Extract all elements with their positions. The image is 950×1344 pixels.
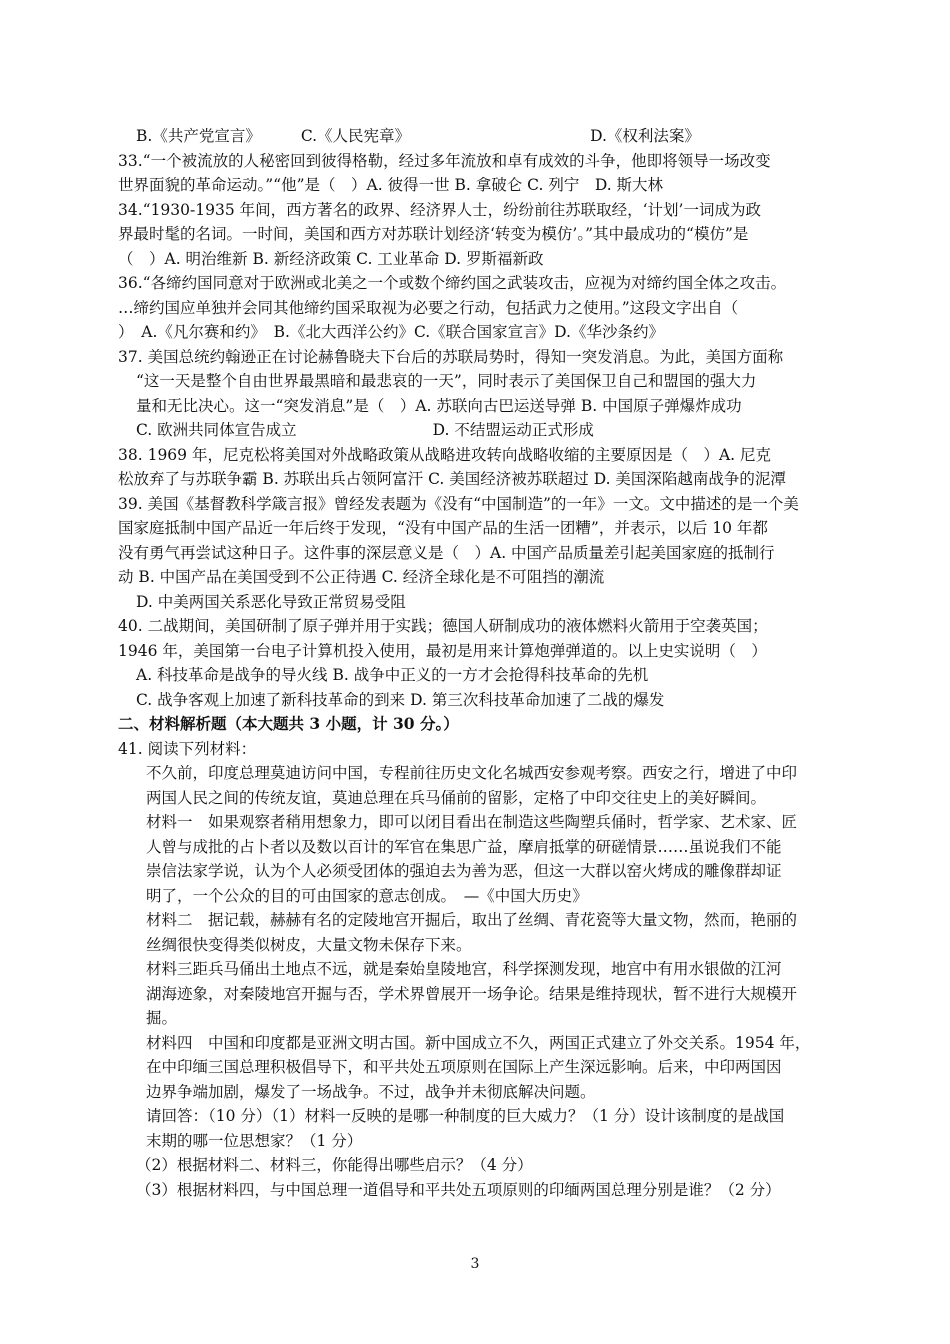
material-1-line-1: 材料一 如果观察者稍用想象力，即可以闭目看出在制造这些陶塑兵俑时，哲学家、艺术家、匠 (146, 813, 798, 831)
q37-option-d: D. 不结盟运动正式形成 (432, 421, 594, 439)
material-2-line-1: 材料二 据记载，赫赫有名的定陵地宫开掘后，取出了丝绸、青花瓷等大量文物，然而，艳丽的 (146, 911, 798, 929)
q41-intro-1: 不久前，印度总理莫迪访问中国，专程前往历史文化名城西安参观考察。西安之行，增进了中印 (146, 764, 798, 782)
material-2-line-2: 丝绸很快变得类似树皮，大量文物未保存下来。 (146, 935, 472, 954)
q39-line-1: 39. 美国《基督教科学箴言报》曾经发表题为《没有“中国制造”的一年》一文。文中描述的是一个美 (118, 494, 799, 513)
q39-line-4: 动 B. 中国产品在美国受到不公正待遇 C. 经济全球化是不可阻挡的潮流 (118, 568, 605, 586)
q34-line-2: 界最时髦的名词。一时间，美国和西方对苏联计划经济‘转变为模仿’。”其中最成功的“模仿”是 (118, 225, 749, 243)
q36-line-2: …缔约国应单独并会同其他缔约国采取视为必要之行动，包括武力之使用。”这段文字出自（ (118, 298, 739, 317)
q41-intro-2: 两国人民之间的传统友谊，莫迪总理在兵马俑前的留影，定格了中印交往史上的美好瞬间。 (146, 788, 767, 807)
q32-option-d: D.《权利法案》 (590, 127, 700, 145)
q41-question-3: （3）根据材料四，与中国总理一道倡导和平共处五项原则的印缅两国总理分别是谁？（2 分） (136, 1180, 781, 1199)
q40-line-4: C. 战争客观上加速了新科技革命的到来 D. 第三次科技革命加速了二战的爆发 (136, 690, 665, 709)
q41-question-1-cont: 末期的哪一位思想家？（1 分） (146, 1131, 363, 1150)
document-body (118, 124, 838, 1202)
section-2-title: 二、材料解析题（本大题共 3 小题，计 30 分。） (118, 714, 459, 733)
q41-heading: 41. 阅读下列材料： (118, 739, 257, 758)
q36-line-3: ） A.《凡尔赛和约》 B.《北大西洋公约》C.《联合国家宣言》D.《华沙条约》 (118, 323, 664, 341)
q37-line-1: 37. 美国总统约翰逊正在讨论赫鲁晓夫下台后的苏联局势时，得知一突发消息。为此，美国方面称 (118, 347, 784, 366)
material-4-line-3: 边界争端加剧，爆发了一场战争。不过，战争并未彻底解决问题。 (146, 1082, 596, 1101)
material-3-line-3: 掘。 (146, 1009, 178, 1027)
q39-line-3: 没有勇气再尝试这种日子。这件事的深层意义是（ ）A. 中国产品质量差引起美国家庭的抵制行 (118, 543, 775, 562)
q32-options (118, 124, 838, 149)
page-number: 3 (470, 1256, 480, 1272)
q41-question-1: 请回答：（10 分）（1）材料一反映的是哪一种制度的巨大威力？（1 分）设计该制度的是战国 (146, 1107, 785, 1125)
q39-line-5: D. 中美两国关系恶化导致正常贸易受阻 (136, 592, 406, 611)
material-1-line-2: 人曾与成批的占卜者以及数以百计的军官在集思广益，摩肩抵掌的研磋情景……虽说我们不能 (146, 837, 782, 856)
material-1-line-3: 崇信法家学说，认为个人必须受团体的强迫去为善为恶，但这一大群以窑火烤成的雕像群却证 (146, 862, 782, 880)
q34-line-1: 34.“1930-1935 年间，西方著名的政界、经济界人士，纷纷前往苏联取经，‘计划’一词成为政 (118, 200, 761, 219)
q38-line-2: 松放弃了与苏联争霸 B. 苏联出兵占领阿富汗 C. 美国经济被苏联超过 D. 美国深陷越南战争的泥潭 (118, 470, 786, 488)
material-3-line-2: 湖海迹象，对秦陵地宫开掘与否，学术界曾展开一场争论。结果是维持现状，暂不进行大规模开 (146, 984, 798, 1003)
q37-option-c: C. 欧洲共同体宣告成立 (136, 421, 297, 439)
q33-line-2: 世界面貌的革命运动。”“他”是（ ）A. 彼得一世 B. 拿破仑 C. 列宁 D. 斯大林 (118, 176, 664, 194)
material-4-line-1: 材料四 中国和印度都是亚洲文明古国。新中国成立不久，两国正式建立了外交关系。1954 年， (146, 1033, 811, 1052)
material-3-line-1: 材料三距兵马俑出土地点不远，就是秦始皇陵地宫，科学探测发现，地宫中有用水银做的江河 (146, 960, 782, 978)
q32-option-c: C.《人民宪章》 (300, 127, 411, 145)
q37-line-3: 量和无比决心。这一“突发消息”是（ ）A. 苏联向古巴运送导弹 B. 中国原子弹爆炸成功 (136, 396, 742, 415)
q38-line-1: 38. 1969 年，尼克松将美国对外战略政策从战略进攻转向战略收缩的主要原因是（ ）A. 尼克 (118, 445, 772, 464)
q39-line-2: 国家庭抵制中国产品近一年后终于发现，“没有中国产品的生活一团糟”，并表示，以后 10 年都 (118, 519, 768, 537)
q40-line-2: 1946 年，美国第一台电子计算机投入使用，最初是用来计算炮弹弹道的。以上史实说明（ ） (118, 641, 767, 660)
q40-line-1: 40. 二战期间，美国研制了原子弹并用于实践；德国人研制成功的液体燃料火箭用于空袭英国； (118, 617, 768, 635)
q37-line-2: “这一天是整个自由世界最黑暗和最悲哀的一天”，同时表示了美国保卫自己和盟国的强大力 (136, 372, 757, 390)
q36-line-1: 36.“各缔约国同意对于欧洲或北美之一个或数个缔约国之武装攻击，应视为对缔约国全体之攻击。 (118, 274, 787, 292)
q40-line-3: A. 科技革命是战争的导火线 B. 战争中正义的一方才会抢得科技革命的先机 (136, 666, 649, 684)
material-4-line-2: 在中印缅三国总理积极倡导下，和平共处五项原则在国际上产生深远影响。后来，中印两国因 (146, 1058, 782, 1076)
material-1-line-4: 明了，一个公众的目的可由国家的意志创成。 —《中国大历史》 (146, 886, 588, 905)
q33-line-1: 33.“一个被流放的人秘密回到彼得格勒，经过多年流放和卓有成效的斗争，他即将领导一场改变 (118, 151, 771, 170)
q34-line-3: （ ）A. 明治维新 B. 新经济政策 C. 工业革命 D. 罗斯福新政 (118, 249, 544, 268)
q37-line-4 (118, 418, 838, 443)
q32-option-b: B.《共产党宣言》 (136, 127, 261, 145)
q41-question-2: （2）根据材料二、材料三，你能得出哪些启示？（4 分） (136, 1156, 533, 1174)
